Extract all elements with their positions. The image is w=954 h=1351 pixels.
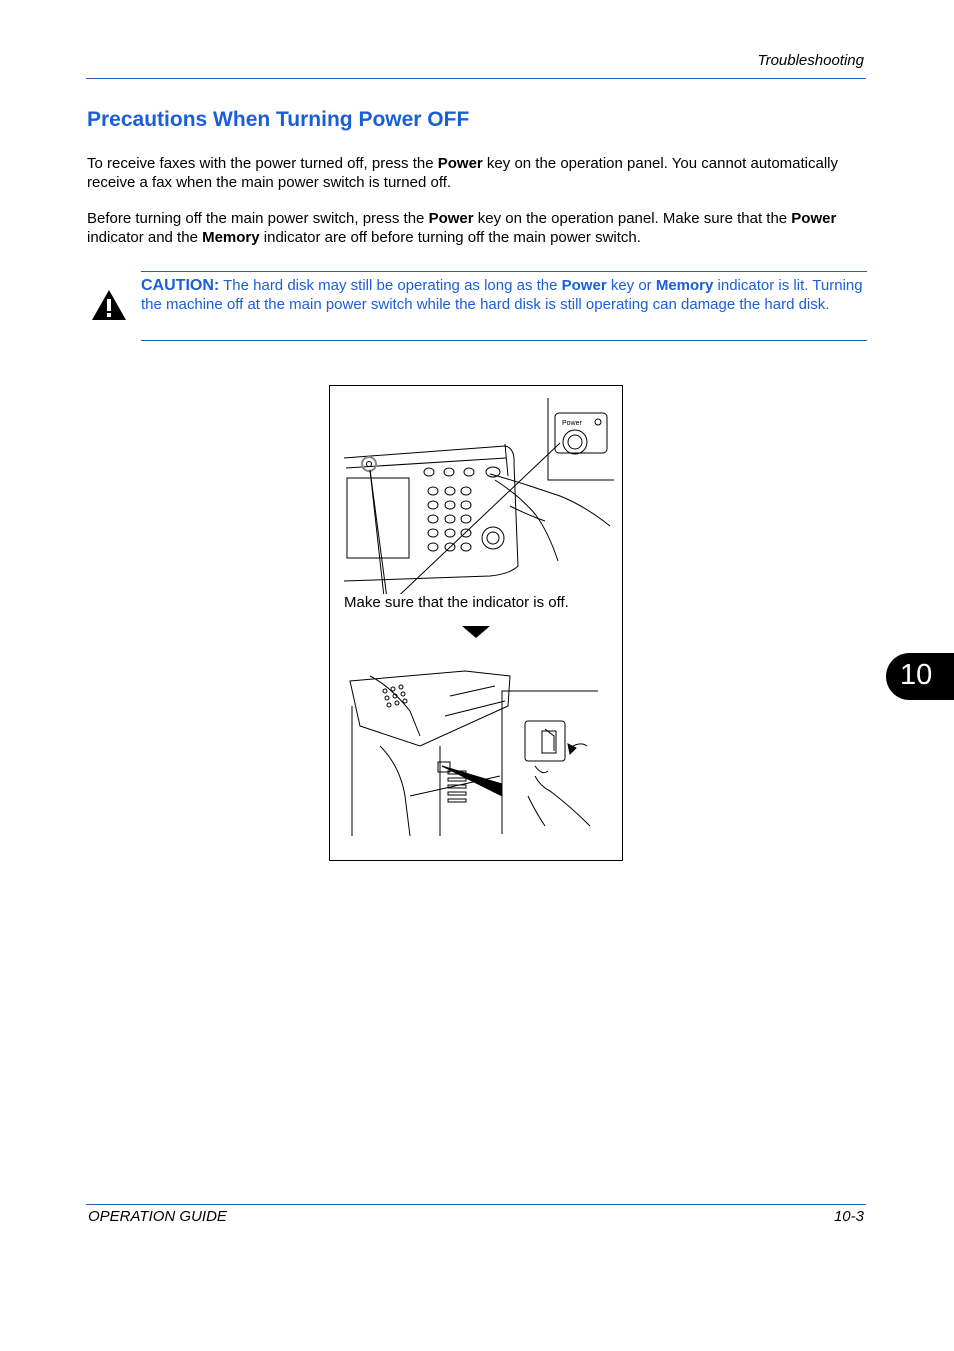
paragraph-1-key: Power [437, 155, 483, 172]
paragraph-2-key-1: Power [428, 210, 474, 227]
paragraph-2-key-3: Memory [202, 229, 260, 246]
caution-key-1: Power [561, 277, 607, 294]
illustration-drawing [330, 386, 624, 862]
header-rule [86, 78, 866, 79]
chapter-tab [886, 653, 954, 700]
caution-text-a: The hard disk may still be operating as long as the [219, 277, 562, 294]
footer-page-number: 10-3 [833, 1208, 864, 1225]
caution-rule-top [141, 271, 867, 272]
power-off-illustration [329, 385, 623, 861]
caution-label: CAUTION: [141, 277, 220, 294]
footer-rule [86, 1204, 866, 1205]
paragraph-2-text-d: indicator are off before turning off the main power switch. [259, 229, 641, 246]
chapter-number: 10 [900, 659, 933, 691]
figure-caption: Make sure that the indicator is off. [344, 594, 569, 611]
footer-guide-title: OPERATION GUIDE [88, 1208, 227, 1225]
paragraph-fax-power [87, 154, 867, 192]
warning-icon [90, 288, 128, 322]
power-key-label: Power [562, 420, 582, 427]
paragraph-2-key-2: Power [791, 210, 837, 227]
paragraph-2-text-b: key on the operation panel. Make sure that the [473, 210, 792, 227]
page-title: Precautions When Turning Power OFF [87, 108, 470, 131]
paragraph-1-text-a: To receive faxes with the power turned off, press the [87, 155, 438, 172]
caution-note [141, 276, 867, 314]
paragraph-2-text-c: indicator and the [87, 229, 203, 246]
header-section-title: Troubleshooting [757, 52, 864, 69]
caution-key-2: Memory [655, 277, 714, 294]
caution-text-c: indicator is lit. Turning the machine off at the main power switch while the hard disk is still operating can damage the hard disk. [141, 277, 863, 313]
paragraph-power-switch [87, 209, 867, 247]
caution-rule-bottom [141, 340, 867, 341]
paragraph-2-text-a: Before turning off the main power switch, press the [87, 210, 429, 227]
paragraph-1-text-b: key on the operation panel. You cannot automatically receive a fax when the main power switch is turned off. [87, 155, 839, 191]
caution-text-b: key or [606, 277, 656, 294]
